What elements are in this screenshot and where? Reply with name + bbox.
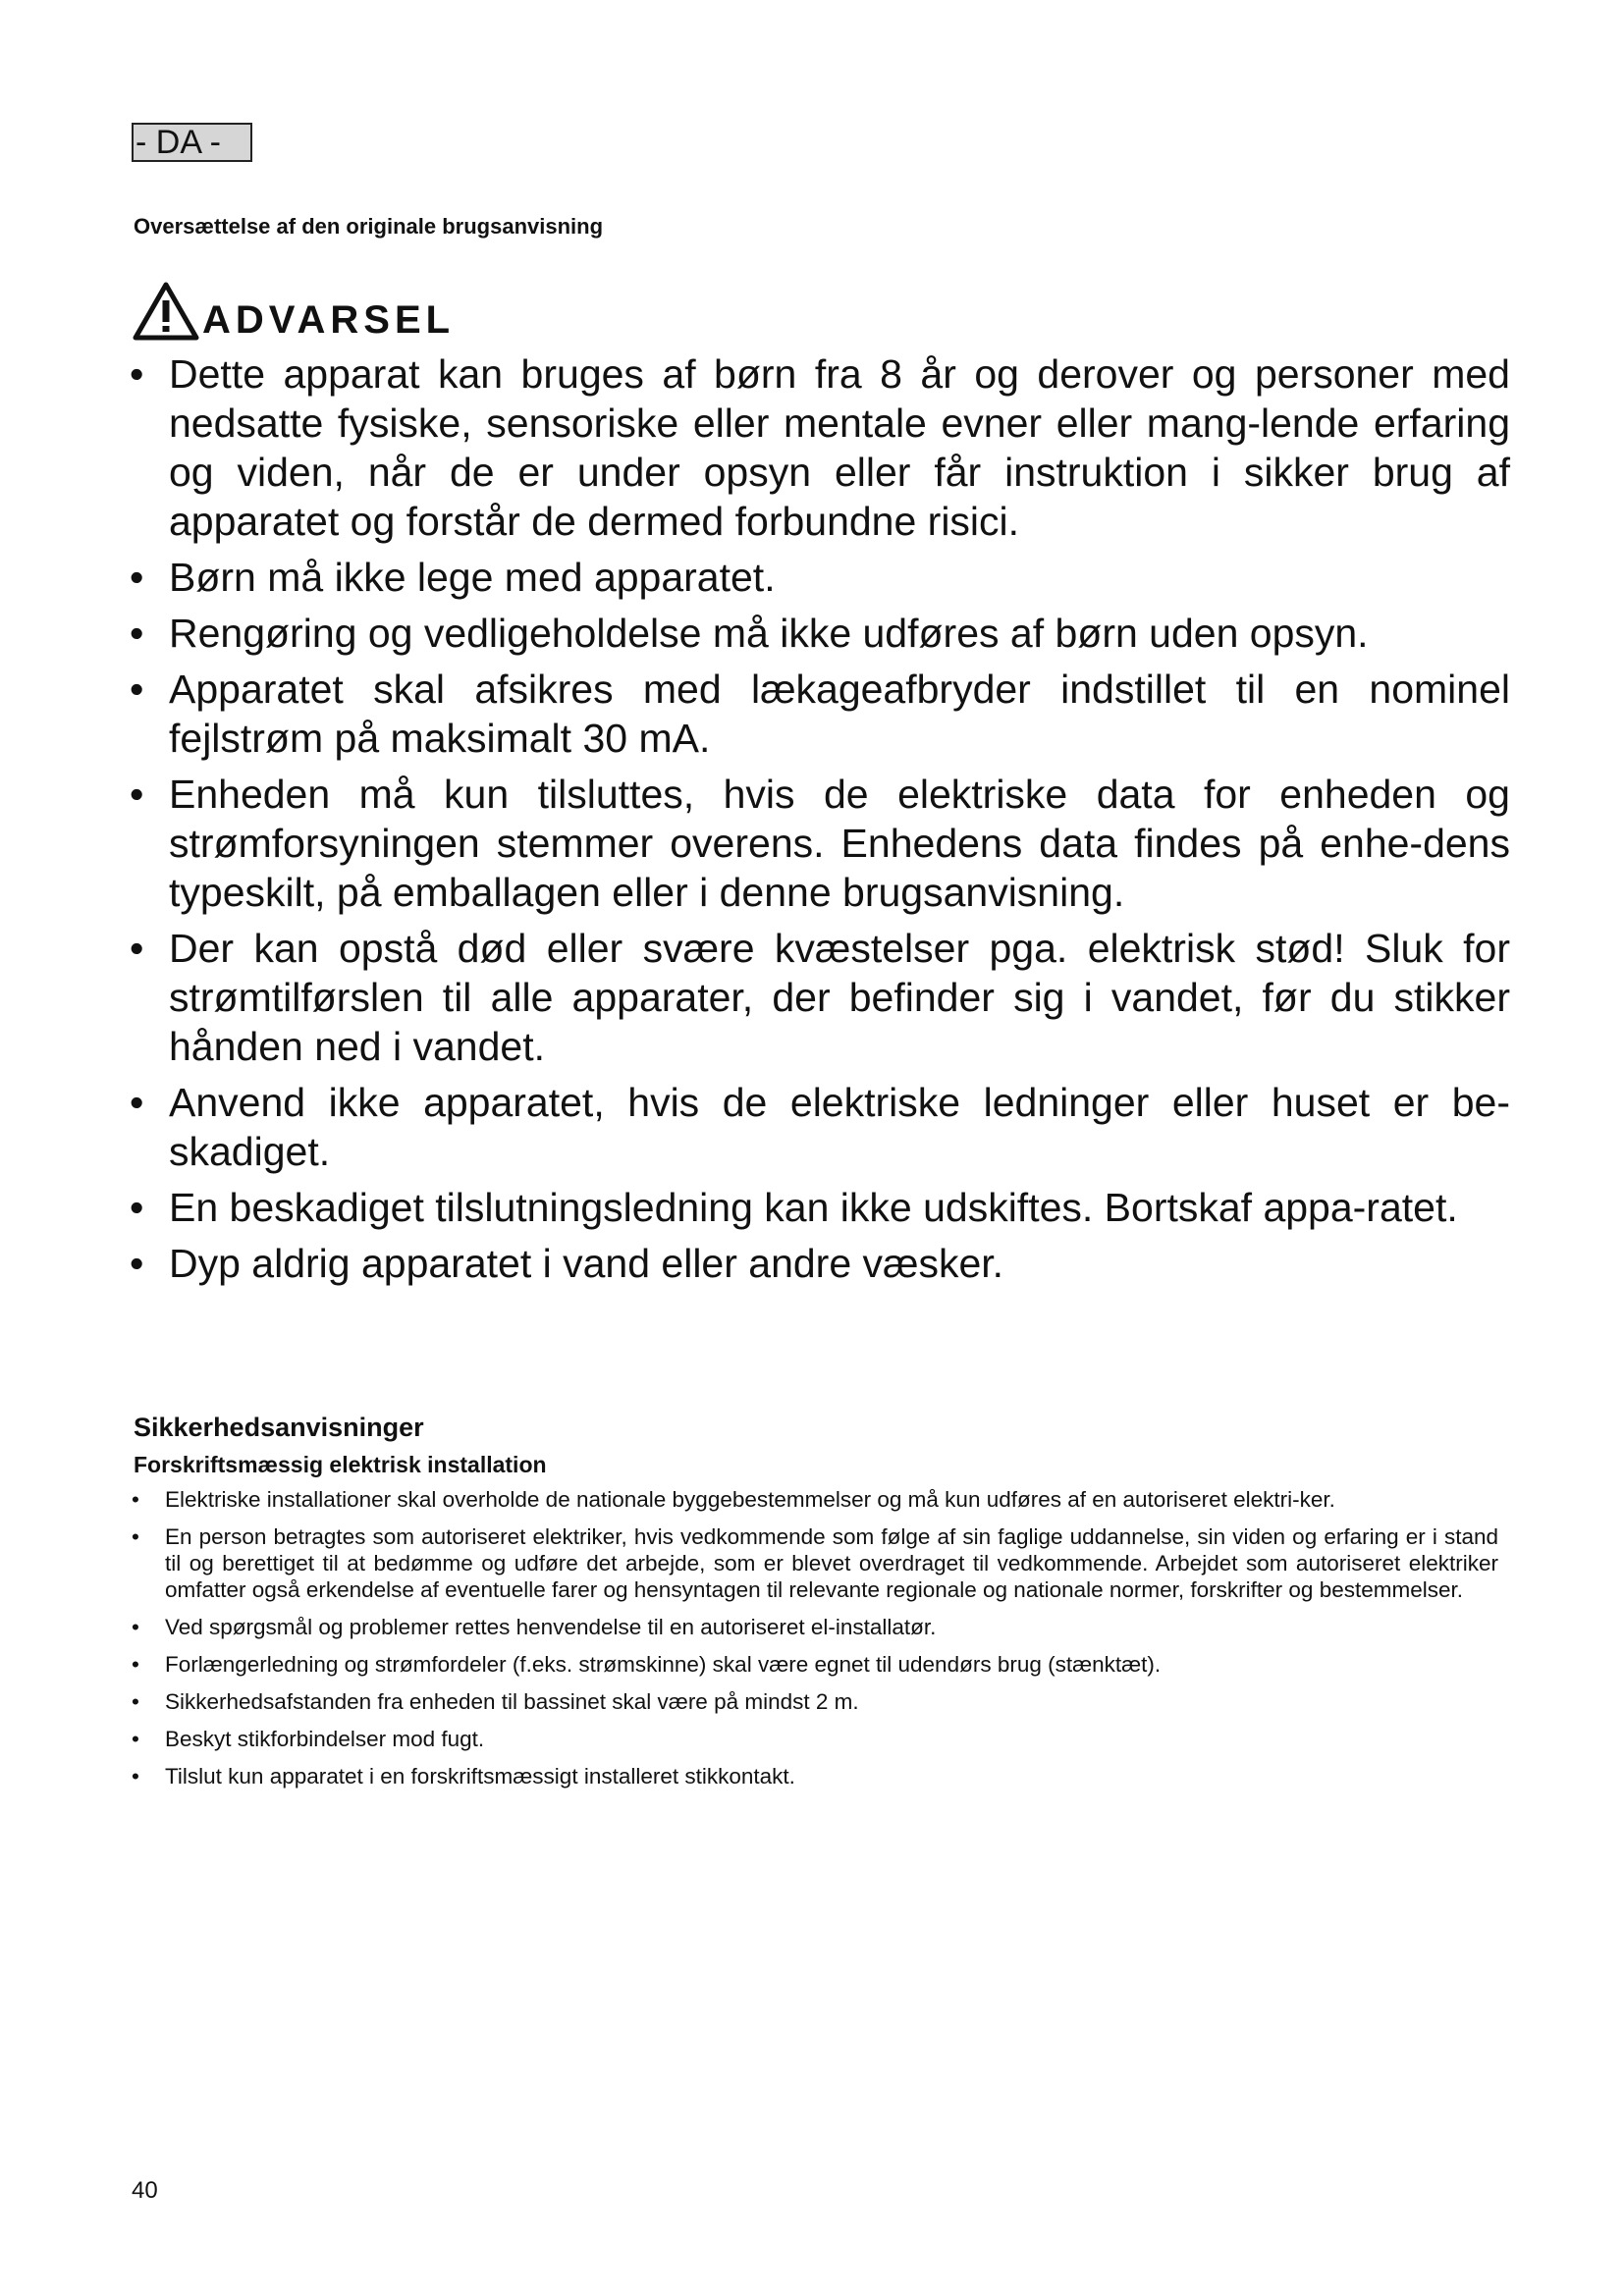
section-subheading: Forskriftsmæssig elektrisk installation <box>134 1452 547 1477</box>
bullet-icon: • <box>130 1241 144 1286</box>
safety-item: • Ved spørgsmål og problemer rettes henvendelse til en autoriseret el-installatør. <box>132 1615 937 1639</box>
bullet-icon: • <box>130 1185 144 1230</box>
document-subtitle: Oversættelse af den originale brugsanvisning <box>134 214 604 239</box>
safety-item: • Tilslut kun apparatet i en forskriftsmæssigt installeret stikkontakt. <box>132 1764 795 1789</box>
page-number: 40 <box>132 2177 158 2204</box>
language-tag: - DA - <box>132 123 252 162</box>
bullet-icon: • <box>132 1615 139 1639</box>
bullet-icon: • <box>130 351 144 397</box>
bullet-icon: • <box>130 772 144 817</box>
warning-item: • Dyp aldrig apparatet i vand eller andre væsker. <box>130 1241 1004 1286</box>
bullet-icon: • <box>132 1689 139 1714</box>
bullet-icon: • <box>130 926 144 971</box>
warning-heading <box>132 273 455 342</box>
bullet-icon: • <box>130 1080 144 1125</box>
warning-item: • Dette apparat kan bruges af børn fra 8 år og derover og personer med nedsatte fysiske, sensoriske eller mentale evner eller mang-lende erfaring og viden, når de er under opsyn eller får instruktion i sikker brug af apparatet og forstår de dermed forbundne risici. <box>130 351 1510 544</box>
bullet-icon: • <box>132 1524 139 1549</box>
section-heading: Sikkerhedsanvisninger <box>134 1413 424 1442</box>
warning-item: • Apparatet skal afsikres med lækageafbryder indstillet til en nominel fejlstrøm på maksimalt 30 mA. <box>130 667 1510 761</box>
bullet-icon: • <box>132 1727 139 1751</box>
bullet-icon: • <box>130 611 144 656</box>
bullet-icon: • <box>132 1487 139 1512</box>
warning-title: ADVARSEL <box>202 298 456 342</box>
warning-item: • Der kan opstå død eller svære kvæstelser pga. elektrisk stød! Sluk for strømtilførslen til alle apparater, der befinder sig i vandet, før du stikker hånden ned i vandet. <box>130 926 1510 1069</box>
warning-item: • Børn må ikke lege med apparatet. <box>130 555 776 600</box>
safety-item: • Sikkerhedsafstanden fra enheden til bassinet skal være på mindst 2 m. <box>132 1689 859 1714</box>
warning-item: • En beskadiget tilslutningsledning kan ikke udskiftes. Bortskaf appa-ratet. <box>130 1185 1458 1230</box>
safety-list <box>126 1486 1498 1800</box>
warning-triangle-icon <box>132 281 200 342</box>
bullet-icon: • <box>132 1764 139 1789</box>
bullet-icon: • <box>132 1652 139 1677</box>
warning-item: • Enheden må kun tilsluttes, hvis de elektriske data for enheden og strømforsyningen stemmer overens. Enhedens data findes på enhe-dens typeskilt, på emballagen eller i denne brugsanvisning. <box>130 772 1510 915</box>
warning-list <box>126 349 1510 1295</box>
safety-item: • Beskyt stikforbindelser mod fugt. <box>132 1727 485 1751</box>
safety-item: • Elektriske installationer skal overholde de nationale byggebestemmelser og må kun udføres af en autoriseret elektri-ker. <box>132 1487 1335 1512</box>
warning-item: • Anvend ikke apparatet, hvis de elektriske ledninger eller huset er be-skadiget. <box>130 1080 1510 1174</box>
safety-item: • Forlængerledning og strømfordeler (f.eks. strømskinne) skal være egnet til udendørs brug (stænktæt). <box>132 1652 1162 1677</box>
bullet-icon: • <box>130 555 144 600</box>
safety-item: • En person betragtes som autoriseret elektriker, hvis vedkommende som følge af sin faglige uddannelse, sin viden og erfaring er i stand til og berettiget til at bedømme og udføre det arbejde, som er blevet overdraget til vedkommende. Arbejdet som autoriseret elektriker omfatter også erkendelse af eventuelle farer og hensyntagen til relevante regionale og nationale normer, forskrifter og bestemmelser. <box>132 1524 1498 1602</box>
warning-item: • Rengøring og vedligeholdelse må ikke udføres af børn uden opsyn. <box>130 611 1369 656</box>
bullet-icon: • <box>130 667 144 712</box>
